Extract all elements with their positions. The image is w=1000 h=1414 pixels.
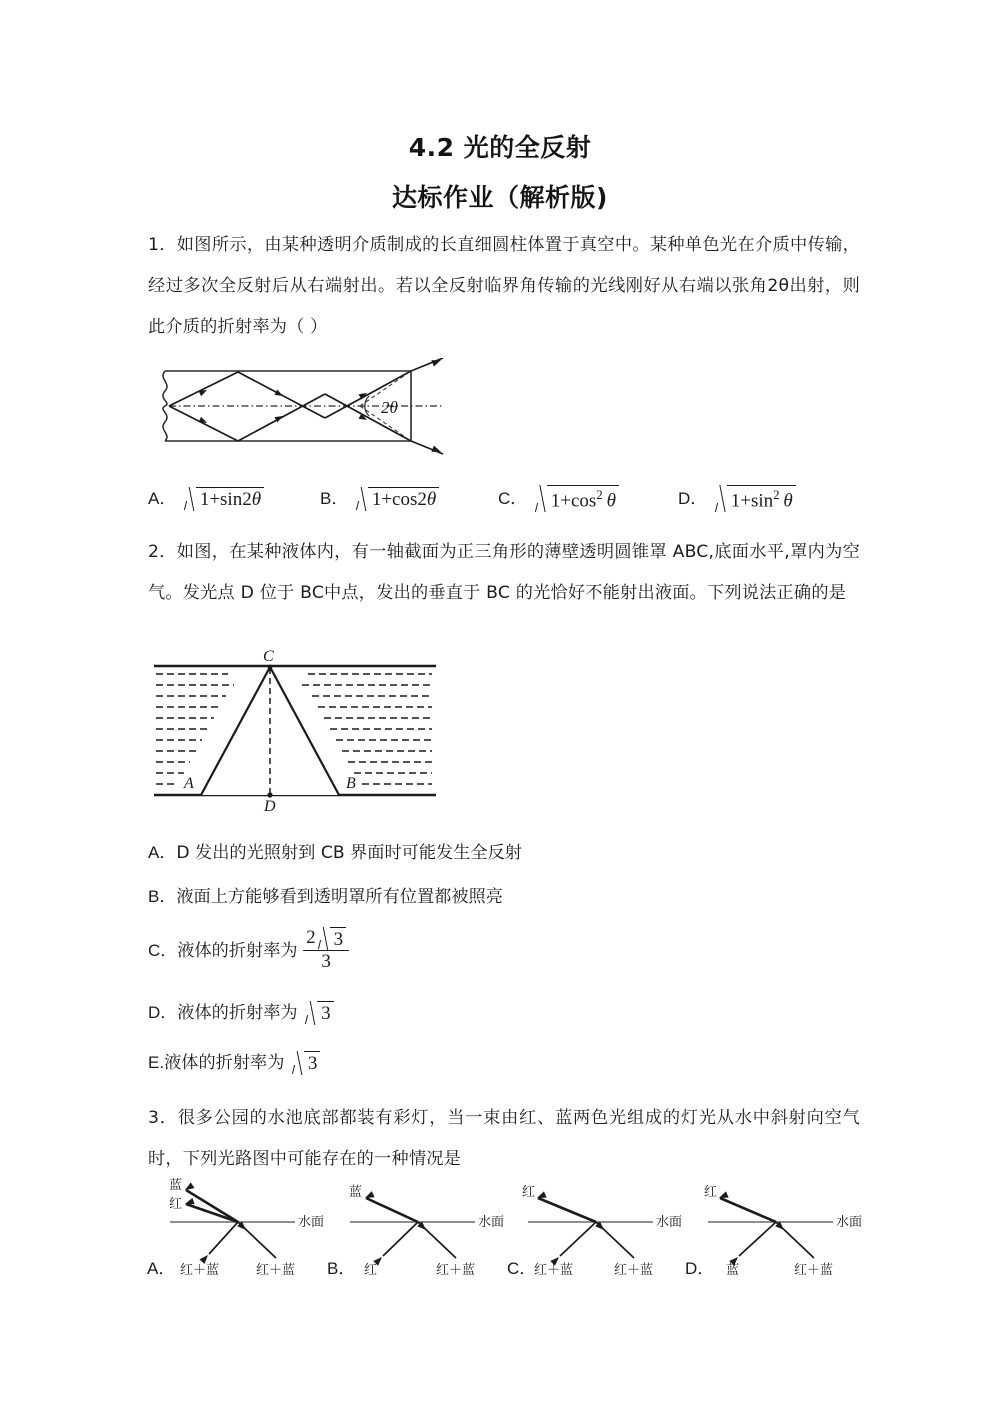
ray-label-red: 红 [704, 1185, 718, 1200]
question-3-option-b-label[interactable] [327, 1254, 355, 1279]
option-d-label: D． [685, 1259, 715, 1278]
ray-label-blue: 蓝 [169, 1178, 183, 1193]
surface-label: 水面 [298, 1215, 325, 1230]
option-c-text: 液体的折射率为 [177, 940, 298, 961]
ray-label-blue: 蓝 [726, 1263, 740, 1278]
ray-diagram-a [150, 1178, 325, 1278]
question-2-option-d[interactable] [148, 998, 334, 1025]
page-title: 4.2 光的全反射 [408, 133, 592, 162]
fraction-denominator: 3 [303, 950, 349, 972]
ray-diagram-b [330, 1178, 505, 1278]
ray-label-blue: 蓝 [349, 1185, 363, 1200]
incident-ray-label: 红＋蓝 [256, 1263, 296, 1278]
option-c-label: C． [507, 1259, 537, 1278]
question-3-option-b-figure[interactable] [330, 1178, 505, 1278]
question-1-option-b[interactable] [320, 484, 439, 511]
vertex-label-c: C [263, 648, 274, 665]
question-2-text: 2．如图，在某种液体内，有一轴截面为正三角形的薄壁透明圆锥罩 ABC,底面水平,罩内为空气。发光点 D 位于 BC中点，发出的垂直于 BC 的光恰好不能射出液面。下列说法正确的是 [148, 542, 860, 603]
question-1-text: 1．如图所示，由某种透明介质制成的长直细圆柱体置于真空中。某种单色光在介质中传输，经过多次全反射后从右端射出。若以全反射临界角传输的光线刚好从右端以张角2θ出射，则此介质的折射率为（ ） [148, 235, 860, 337]
option-d-formula: $1+\sin^2$ θ [713, 485, 796, 512]
question-3-option-d-label[interactable] [685, 1254, 714, 1279]
question-2-option-b[interactable] [148, 882, 503, 907]
option-d-radical [303, 1001, 334, 1025]
surface-label: 水面 [656, 1215, 683, 1230]
incident-ray-label: 红＋蓝 [794, 1263, 834, 1278]
ray-label-red: 红 [169, 1197, 183, 1212]
question-1-figure [155, 358, 445, 458]
option-a-text: D 发出的光照射到 CB 界面时可能发生全反射 [176, 843, 522, 863]
option-b-text: 液面上方能够看到透明罩所有位置都被照亮 [176, 887, 503, 907]
cylinder-total-internal-reflection-diagram [155, 358, 445, 458]
cone-in-liquid-diagram [150, 648, 440, 813]
ray-label-red: 红 [522, 1185, 536, 1200]
angle-label-2theta: 2θ [381, 398, 398, 417]
question-3-option-c-label[interactable] [507, 1254, 536, 1279]
option-a-formula: 1+sin2θ [182, 487, 264, 511]
incident-ray-label: 红＋蓝 [436, 1263, 476, 1278]
option-e-label: E. [148, 1053, 165, 1072]
option-b-label: B． [148, 887, 177, 906]
radicand: 3 [317, 1001, 334, 1025]
option-c-label: C． [498, 489, 528, 508]
question-1-option-a[interactable] [148, 484, 264, 511]
question-3-option-a-label[interactable] [147, 1254, 175, 1279]
question-1-option-d[interactable] [678, 484, 796, 513]
option-c-label: C． [148, 940, 178, 960]
option-c-formula: $1+\cos^2$ θ [533, 485, 619, 512]
question-1-option-c[interactable] [498, 484, 619, 513]
option-a-label: A． [148, 489, 177, 508]
question-3-option-a-figure[interactable] [150, 1178, 325, 1278]
option-b-formula: 1+cos2θ [354, 487, 439, 511]
vertex-label-d: D [264, 798, 276, 813]
option-d-label: D． [678, 489, 708, 508]
ray-label-red-plus-blue: 红＋蓝 [180, 1263, 220, 1278]
vertex-label-b: B [346, 775, 356, 792]
fraction-numerator: 2 3 [303, 927, 349, 950]
option-d-label: D． [148, 1003, 178, 1022]
surface-label: 水面 [478, 1215, 505, 1230]
option-b-label: B． [320, 489, 349, 508]
option-d-text: 液体的折射率为 [177, 1003, 298, 1023]
option-e-text: 液体的折射率为 [164, 1053, 285, 1073]
question-3-text: 3．很多公园的水池底部都装有彩灯，当一束由红、蓝两色光组成的灯光从水中斜射向空气时，下列光路图中可能存在的一种情况是 [148, 1108, 860, 1169]
option-b-label: B． [327, 1259, 356, 1278]
question-2-figure [150, 648, 440, 813]
incident-ray-label: 红＋蓝 [614, 1263, 654, 1278]
page-subtitle: 达标作业（解析版) [392, 183, 608, 212]
option-e-radical [290, 1051, 321, 1075]
option-a-label: A． [148, 843, 177, 862]
option-a-label: A． [147, 1259, 176, 1278]
vertex-label-a: A [184, 775, 194, 792]
question-2-option-e[interactable] [148, 1048, 320, 1075]
ray-label-red-plus-blue: 红＋蓝 [534, 1263, 574, 1278]
ray-label-red: 红 [364, 1263, 378, 1278]
radicand: 3 [304, 1051, 321, 1075]
surface-label: 水面 [836, 1215, 863, 1230]
question-2-option-a[interactable] [148, 838, 522, 863]
question-2-option-c[interactable] [148, 928, 349, 974]
option-c-fraction [303, 927, 349, 973]
